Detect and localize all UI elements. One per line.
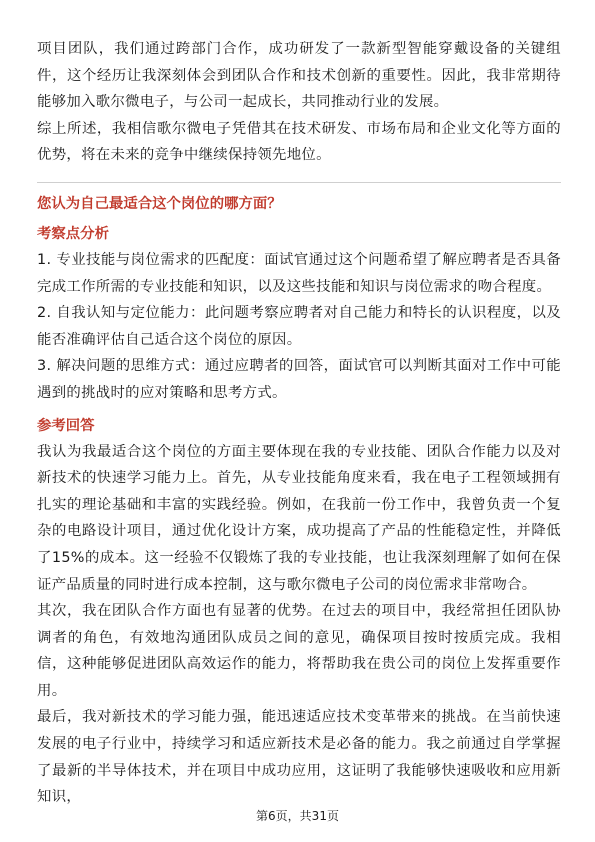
answer-paragraph: 其次，我在团队合作方面也有显著的优势。在过去的项目中，我经常担任团队协调者的角色，有效地沟通团队成员之间的意见，确保项目按时按质完成。我相信，这种能够促进团队高效运作的能力，将帮助我在贵公司的岗位上发挥重要作用。: [37, 603, 561, 699]
section-divider: [37, 182, 561, 183]
intro-paragraph: 项目团队，我们通过跨部门合作，成功研发了一款新型智能穿戴设备的关键组件，这个经历让我深刻体会到团队合作和技术创新的重要性。因此，我非常期待能够加入歌尔微电子，与公司一起成长，共同推动行业的发展。: [37, 41, 561, 111]
page-number: 第6页，共31页: [256, 809, 339, 823]
interview-question: 您认为自己最适合这个岗位的哪方面？: [37, 195, 282, 212]
answer-paragraph: 最后，我对新技术的学习能力强，能迅速适应技术变革带来的挑战。在当前快速发展的电子行业中，持续学习和适应新技术是必备的能力。我之前通过自学掌握了最新的半导体技术，并在项目中成功应用，这证明了我能够快速吸收和应用新知识，: [37, 709, 561, 806]
page-content: [37, 36, 561, 811]
analysis-item: 2. 自我认知与定位能力：此问题考察应聘者对自己能力和特长的认识程度，以及能否准确评估自己适合这个岗位的原因。: [37, 305, 561, 348]
answer-paragraph: 我认为我最适合这个岗位的方面主要体现在我的专业技能、团队合作能力以及对新技术的快速学习能力上。首先，从专业技能角度来看，我在电子工程领域拥有扎实的理论基础和丰富的实践经验。例如，在我前一份工作中，我曾负责一个复杂的电路设计项目，通过优化设计方案，成功提高了产品的性能稳定性，并降低了15%的成本。这一经验不仅锻炼了我的专业技能，也让我深刻理解了如何在保证产品质量的同时进行成本控制，这与歌尔微电子公司的岗位需求非常吻合。: [37, 443, 561, 593]
answer-heading: 参考回答: [37, 417, 95, 434]
analysis-item: 1. 专业技能与岗位需求的匹配度：面试官通过这个问题希望了解应聘者是否具备完成工作所需的专业技能和知识，以及这些技能和知识与岗位需求的吻合程度。: [37, 251, 561, 295]
analysis-heading: 考察点分析: [37, 225, 109, 242]
summary-paragraph: 综上所述，我相信歌尔微电子凭借其在技术研发、市场布局和企业文化等方面的优势，将在未来的竞争中继续保持领先地位。: [37, 120, 561, 164]
analysis-item: 3. 解决问题的思维方式：通过应聘者的回答，面试官可以判断其面对工作中可能遇到的挑战时的应对策略和思考方式。: [37, 358, 561, 401]
